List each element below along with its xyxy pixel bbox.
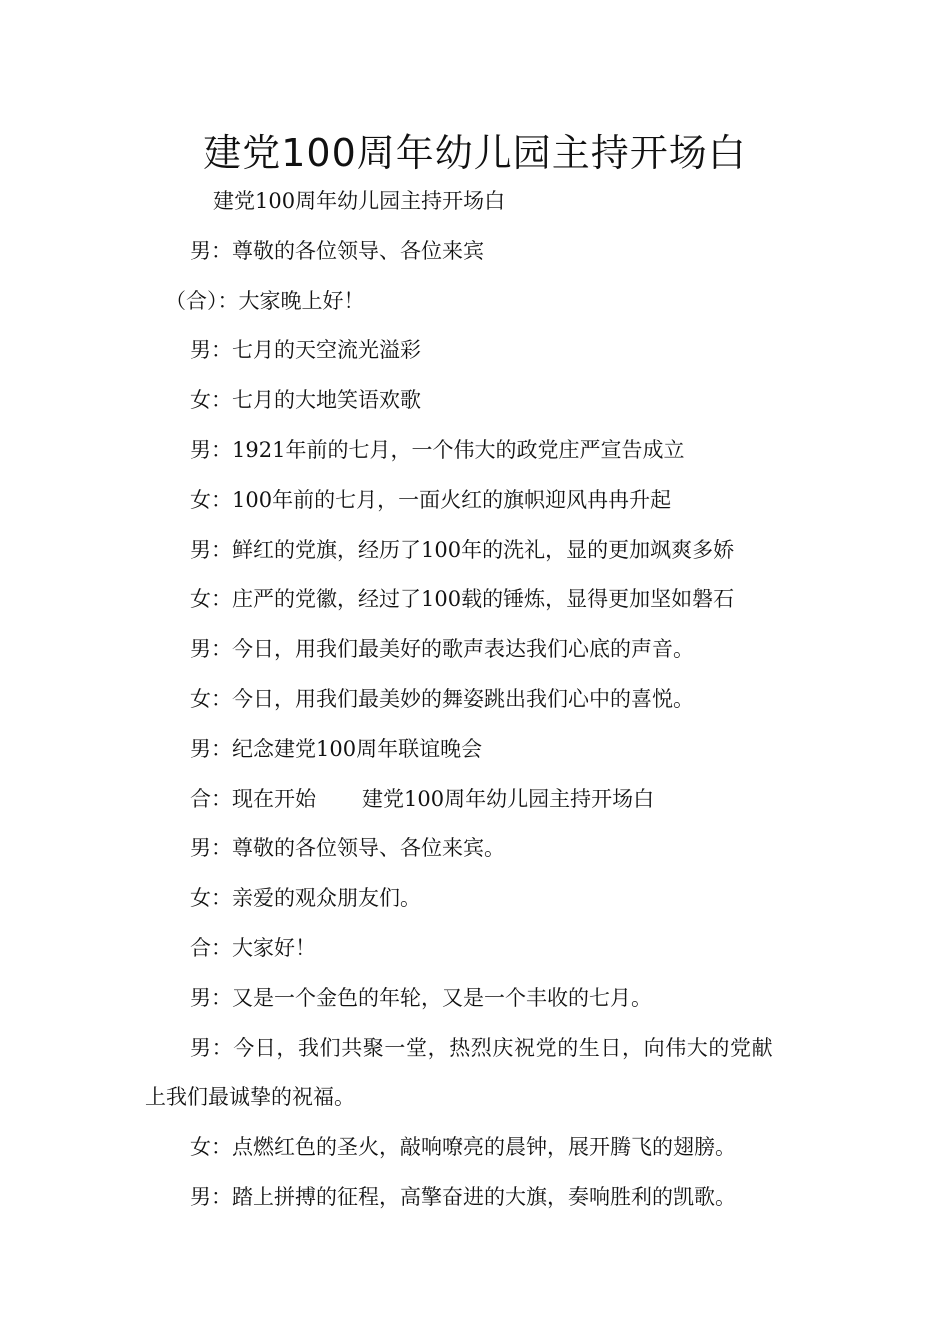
script-line: 女：七月的大地笑语欢歌 (190, 388, 421, 413)
script-line: 男：尊敬的各位领导、各位来宾。 (190, 836, 505, 861)
script-line: 合：大家好！ (190, 935, 316, 960)
script-line: 男：今日，我们共聚一堂，热烈庆祝党的生日，向伟大的党献 (190, 1035, 774, 1060)
script-line: 男：又是一个金色的年轮，又是一个丰收的七月。 (190, 985, 652, 1010)
script-line: 女：庄严的党徽，经过了100载的锤炼，显得更加坚如磐石 (190, 587, 735, 612)
script-line: 男：踏上拼搏的征程，高擎奋进的大旗，奏响胜利的凯歌。 (190, 1184, 736, 1209)
script-line: 男：今日，用我们最美好的歌声表达我们心底的声音。 (190, 637, 694, 662)
script-line: 女：100年前的七月，一面火红的旗帜迎风冉冉升起 (190, 487, 672, 512)
script-line: 男：鲜红的党旗，经历了100年的洗礼，显的更加飒爽多娇 (190, 537, 735, 562)
subtitle-line: 建党100周年幼儿园主持开场白 (213, 189, 506, 213)
script-line-continuation: 上我们最诚挚的祝福。 (145, 1085, 355, 1110)
script-line: 女：今日，用我们最美妙的舞姿跳出我们心中的喜悦。 (190, 686, 694, 711)
script-line: 女：点燃红色的圣火，敲响嘹亮的晨钟，展开腾飞的翅膀。 (190, 1135, 736, 1160)
script-line: 男：1921年前的七月，一个伟大的政党庄严宣告成立 (190, 437, 685, 462)
script-line-part: 合：现在开始 (190, 786, 316, 811)
script-line: 女：亲爱的观众朋友们。 (190, 886, 421, 911)
document-title: 建党100周年幼儿园主持开场白 (203, 131, 747, 175)
script-line: 男：尊敬的各位领导、各位来宾 (190, 238, 484, 263)
script-line: （合）：大家晚上好！ (165, 288, 365, 313)
script-line: 男：纪念建党100周年联谊晚会 (190, 736, 483, 761)
script-line-part: 建党100周年幼儿园主持开场白 (362, 786, 655, 811)
document-body (145, 178, 813, 1224)
script-line (145, 776, 813, 826)
script-line: 男：七月的天空流光溢彩 (190, 338, 421, 363)
